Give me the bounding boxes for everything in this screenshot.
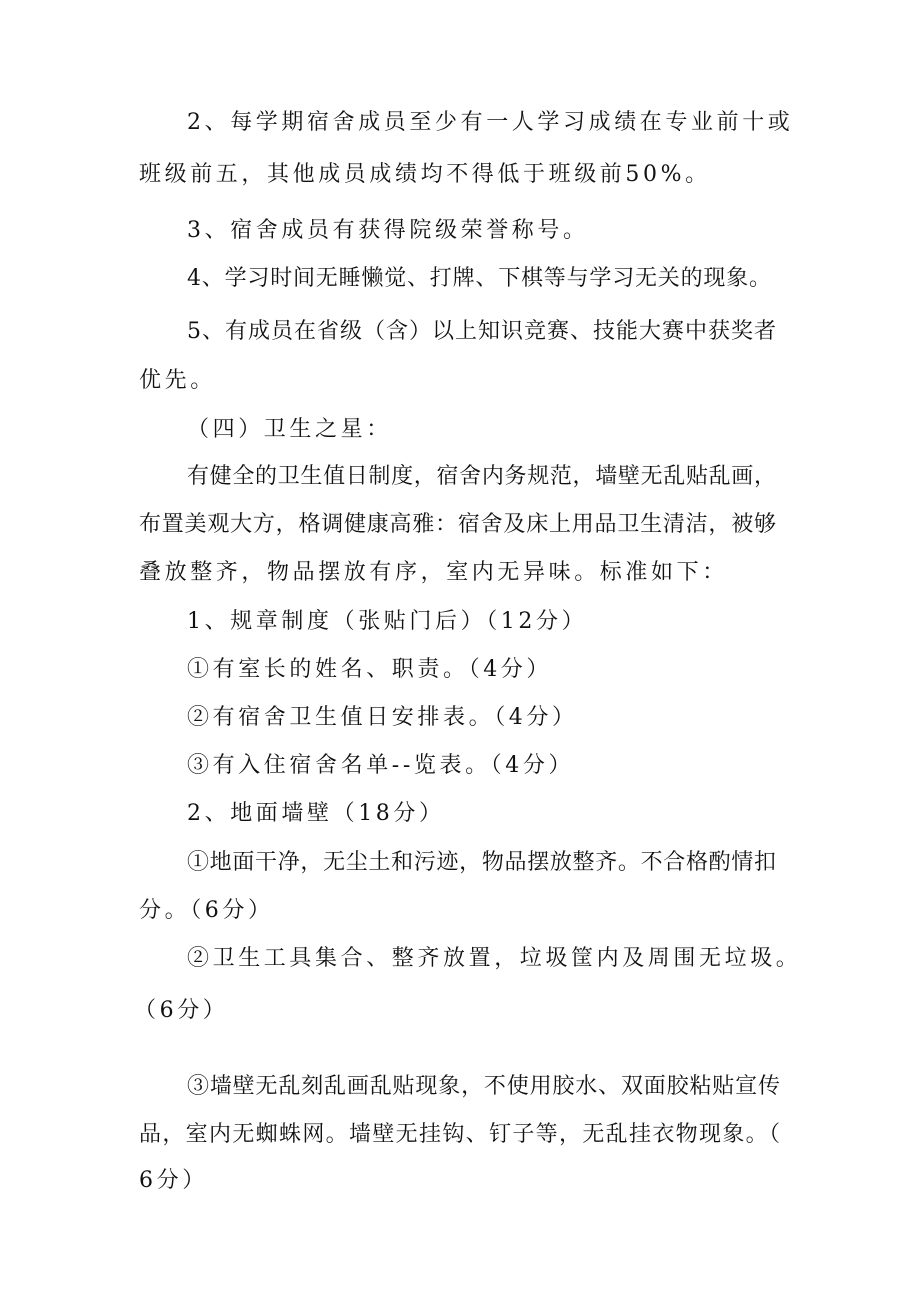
text-line-4: 4、学习时间无睡懒觉、打牌、下棋等与学习无关的现象。 [187,266,771,291]
text-line-14: ③有入住宿舍名单--览表。（4分） [187,753,575,778]
text-line-2: 班级前五，其他成员成绩均不得低于班级前50%。 [139,162,711,187]
text-line-17: 分。（6分） [139,898,274,923]
text-line-13: ②有宿舍卫生值日安排表。（4分） [187,705,578,730]
text-line-6: 优先。 [139,368,216,393]
text-line-3: 3、宿舍成员有获得院级荣誉称号。 [187,218,589,243]
text-line-8: 有健全的卫生值日制度，宿舍内务规范，墙壁无乱贴乱画， [187,464,776,489]
text-line-20: ③墙壁无乱刻乱画乱贴现象，不使用胶水、双面胶粘贴宣传 [187,1074,780,1099]
section-heading-hygiene-star: （四）卫生之星： [187,417,392,442]
text-line-19: （6分） [134,998,229,1023]
text-line-16: ①地面干净，无尘土和污迹，物品摆放整齐。不合格酌情扣 [187,850,776,875]
text-line-11: 1、规章制度（张贴门后）（12分） [187,609,588,634]
text-line-12: ①有室长的姓名、职责。（4分） [187,657,552,682]
text-line-22: 6分） [139,1168,208,1193]
text-line-15: 2、地面墙壁（18分） [187,801,445,826]
text-line-5: 5、有成员在省级（含）以上知识竞赛、技能大赛中获奖者 [187,319,776,344]
text-line-9: 布置美观大方，格调健康高雅：宿舍及床上用品卫生清洁，被够 [139,512,776,537]
text-line-21: 品，室内无蜘蛛网。墙壁无挂钩、钉子等，无乱挂衣物现象。（ [139,1122,780,1147]
text-line-10: 叠放整齐，物品摆放有序，室内无异味。标准如下： [139,560,728,585]
text-line-18: ②卫生工具集合、整齐放置，垃圾筐内及周围无垃圾。 [187,946,802,971]
text-line-1: 2、每学期宿舍成员至少有一人学习成绩在专业前十或 [187,110,794,135]
